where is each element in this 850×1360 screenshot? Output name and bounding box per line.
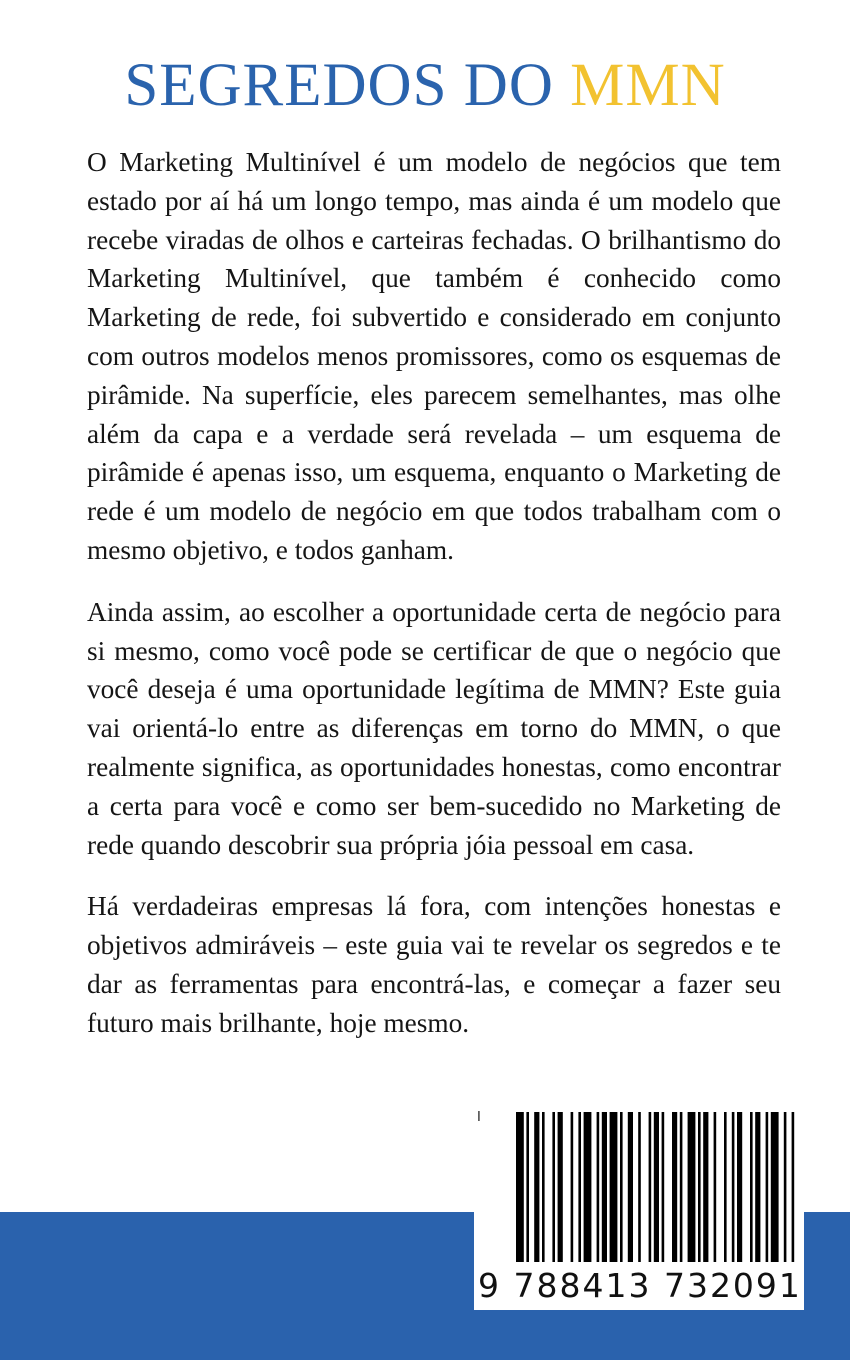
barcode-bar <box>698 1112 701 1262</box>
barcode-bar <box>662 1112 665 1262</box>
barcode-bar <box>724 1112 727 1262</box>
barcode-bar <box>649 1112 652 1262</box>
barcode-bar <box>552 1112 555 1262</box>
title-main: SEGREDOS DO <box>124 52 554 119</box>
barcode-bar <box>542 1112 545 1262</box>
barcode-bar <box>792 1112 795 1262</box>
blurb-paragraph-3: Há verdadeiras empresas lá fora, com intenções honestas e objetivos admiráveis – este guia vai te revelar os segredos e te dar as ferramentas para encontrá-las, e começar a fazer seu futuro mais brilhante, hoje mesmo. <box>87 891 781 1038</box>
barcode-bar <box>597 1112 600 1262</box>
barcode-bar <box>714 1112 717 1262</box>
barcode-bar <box>766 1112 769 1262</box>
isbn-label: I <box>477 1110 481 1125</box>
barcode-bar <box>516 1112 524 1262</box>
blurb-paragraph-2: Ainda assim, ao escolher a oportunidade certa de negócio para si mesmo, como você pode se certificar de que o negócio que você deseja é uma oportunidade legítima de MMN? Este guia vai orientá-lo entre as diferenças em torno do MMN, o que realmente significa, as oportunidades honestas, como encontrar a certa para você e como ser bem-sucedido no Marketing de rede quando descobrir sua própria jóia pessoal em casa. <box>87 596 781 860</box>
barcode-bar <box>784 1112 787 1262</box>
barcode-bar <box>755 1112 760 1262</box>
barcode-bar <box>638 1112 641 1262</box>
title-highlight: MMN <box>570 52 726 119</box>
barcode-bar <box>672 1112 677 1262</box>
isbn-number: 9 788413 732091 <box>478 1266 802 1305</box>
barcode-bar <box>610 1112 618 1262</box>
barcode-bar <box>534 1112 539 1262</box>
barcode-bar <box>750 1112 753 1262</box>
barcode-bar <box>558 1112 563 1262</box>
barcode-bar <box>732 1112 735 1262</box>
barcode-bar <box>654 1112 659 1262</box>
blurb-paragraph-1: O Marketing Multinível é um modelo de negócios que tem estado por aí há um longo tempo, mas ainda é um modelo que recebe viradas de olhos e carteiras fechadas. O brilhantismo do Marketing Multinível, que também é conhecido como Marketing de rede, foi subvertido e considerado em conjunto com outros modelos menos promissores, como os esquemas de pirâmide. Na superfície, eles parecem semelhantes, mas olhe além da capa e a verdade será revelada – um esquema de pirâmide é apenas isso, um esquema, enquanto o Marketing de rede é um modelo de negócio em que todos trabalham com o mesmo objetivo, e todos ganham. <box>87 147 781 565</box>
barcode-bar <box>578 1112 581 1262</box>
barcode-bar <box>571 1112 574 1262</box>
barcode-bar <box>526 1112 529 1262</box>
isbn-barcode <box>474 1108 804 1310</box>
barcode-bar <box>602 1112 607 1262</box>
barcode-bar <box>584 1112 592 1262</box>
barcode-bar <box>771 1112 779 1262</box>
barcode-bar <box>680 1112 683 1262</box>
book-title <box>0 52 850 119</box>
barcode-bar <box>737 1112 742 1262</box>
blurb <box>87 143 781 1066</box>
barcode-bar <box>628 1112 633 1262</box>
barcode-bar <box>688 1112 696 1262</box>
barcode-bar <box>620 1112 623 1262</box>
barcode-bar <box>703 1112 708 1262</box>
